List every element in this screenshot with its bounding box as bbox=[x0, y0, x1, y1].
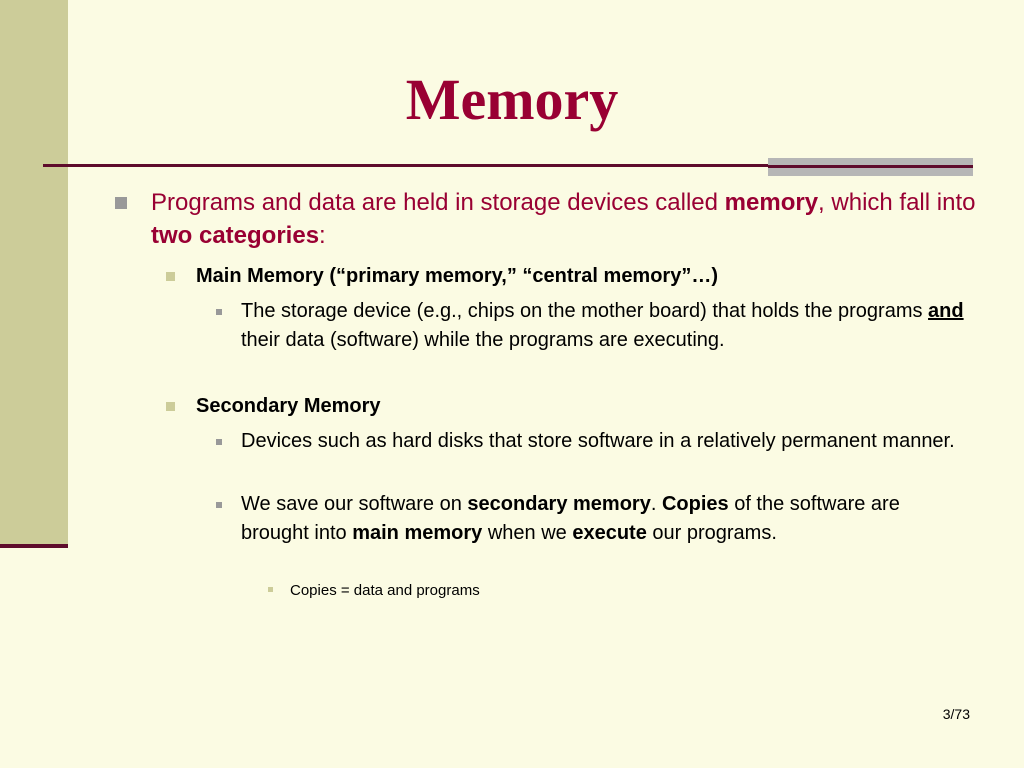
square-bullet-icon bbox=[166, 402, 175, 411]
page-number: 3/73 bbox=[942, 706, 970, 722]
square-bullet-icon bbox=[216, 309, 222, 315]
square-bullet-icon bbox=[115, 197, 127, 209]
slide-body: Programs and data are held in storage devices called memory, which fall into two categories: Main Memory (“primary memory,” “central memory”…) The storage device (e.g., chips on the mother board) that holds the programs and their data (software) while the programs are executing. Secondary Memory Devices such as hard disks that store software in a relatively permanent manner. We save our software on secondary memory. Copies of the software are brought into main memory when we execute our programs. Copies = data and programs bbox=[0, 0, 1024, 768]
square-bullet-icon bbox=[216, 439, 222, 445]
square-bullet-icon bbox=[216, 502, 222, 508]
square-bullet-icon bbox=[166, 272, 175, 281]
square-bullet-icon bbox=[268, 587, 273, 592]
slide-title: Memory bbox=[405, 67, 619, 132]
